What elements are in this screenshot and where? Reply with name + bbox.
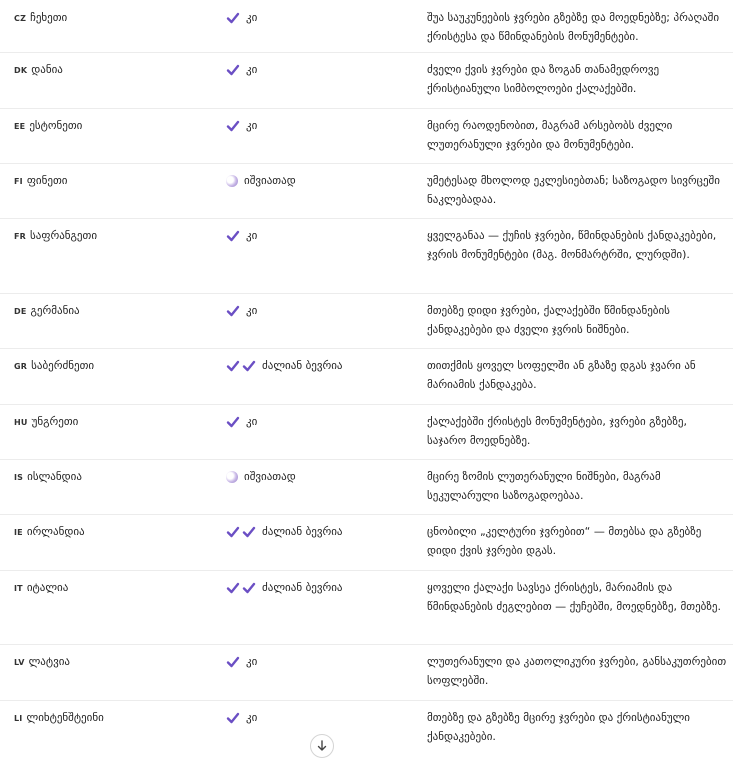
table-row	[0, 108, 733, 164]
status-cell	[226, 412, 257, 431]
country-code: LV	[14, 658, 25, 667]
note-cell: უმეტესად მხოლოდ ეკლესიებთან; საზოგადო სივრცეში ნაკლებადაა.	[427, 174, 720, 206]
check-icon	[226, 229, 240, 243]
check-icons	[226, 525, 256, 539]
note-cell: ქალაქებში ქრისტეს მონუმენტები, ჯვრები გზებზე, საჯარო მოედნებზე.	[427, 415, 687, 447]
status-cell	[226, 116, 257, 135]
country-name: დანია	[31, 63, 63, 76]
status-cell	[226, 578, 343, 597]
check-icon	[242, 581, 256, 595]
table-row	[0, 700, 733, 760]
status-cell	[226, 60, 257, 79]
check-icons	[226, 359, 256, 373]
table-row	[0, 459, 733, 515]
status-label: ძალიან ბევრია	[262, 525, 343, 538]
country-cell	[14, 116, 82, 136]
country-cell	[14, 467, 82, 487]
status-cell	[226, 356, 343, 375]
country-cell	[14, 8, 67, 28]
note-cell: ცნობილი „კელტური ჯვრებით“ — მთებსა და გზებზე დიდი ქვის ჯვრები დგას.	[427, 525, 702, 557]
status-cell	[226, 522, 343, 541]
check-icons	[226, 711, 240, 725]
check-icons	[226, 304, 240, 318]
table-row	[0, 0, 733, 53]
country-cell	[14, 356, 94, 376]
country-code: HU	[14, 418, 28, 427]
note-cell: მცირე რაოდენობით, მაგრამ არსებობს ძველი ლუთერანული ჯვრები და მონუმენტები.	[427, 119, 673, 151]
note-cell: ლუთერანული და კათოლიკური ჯვრები, განსაკუთრებით სოფლებში.	[427, 655, 727, 687]
status-cell	[226, 708, 257, 727]
status-label: კი	[246, 415, 258, 428]
check-icon	[226, 304, 240, 318]
country-name: იტალია	[26, 581, 69, 594]
check-icon	[226, 11, 240, 25]
status-cell	[226, 652, 257, 671]
check-icons	[226, 11, 240, 25]
status-label: ძალიან ბევრია	[262, 581, 343, 594]
status-cell	[226, 467, 296, 486]
status-label: იშვიათად	[244, 174, 296, 187]
scroll-down-button[interactable]	[310, 734, 334, 758]
moon-icon	[226, 175, 238, 187]
check-icon	[242, 359, 256, 373]
table-row	[0, 570, 733, 645]
check-icon	[226, 525, 240, 539]
country-code: IE	[14, 528, 23, 537]
note-cell: ძველი ქვის ჯვრები და ზოგან თანამედროვე ქრისტიანული სიმბოლოები ქალაქებში.	[427, 63, 660, 95]
country-code: DE	[14, 307, 27, 316]
country-code: LI	[14, 714, 23, 723]
country-cell	[14, 708, 104, 728]
check-icon	[226, 711, 240, 725]
country-cell	[14, 60, 63, 80]
note-cell: მთებზე და გზებზე მცირე ჯვრები და ქრისტიანული ქანდაკებები.	[427, 711, 690, 743]
check-icon	[242, 525, 256, 539]
note-cell: ყოველი ქალაქი სავსეა ქრისტეს, მარიამის და წმინდანების ძეგლებით — ქუჩებში, მოედნებზე, მთებზე.	[427, 581, 721, 613]
status-cell	[226, 171, 296, 190]
status-label: კი	[246, 229, 258, 242]
country-name: გერმანია	[30, 304, 80, 317]
status-label: იშვიათად	[244, 470, 296, 483]
check-icon	[226, 63, 240, 77]
table-row	[0, 293, 733, 349]
table-row	[0, 218, 733, 294]
country-code: FR	[14, 232, 27, 241]
check-icons	[226, 415, 240, 429]
table-row	[0, 514, 733, 571]
country-cell	[14, 578, 68, 598]
table-row	[0, 404, 733, 460]
status-cell	[226, 301, 257, 320]
note-cell: თითქმის ყოველ სოფელში ან გზაზე დგას ჯვარი ან მარიამის ქანდაკება.	[427, 359, 696, 391]
table-row	[0, 348, 733, 405]
country-name: უნგრეთი	[31, 415, 79, 428]
moon-icon	[226, 471, 238, 483]
note-cell: მცირე ზომის ლუთერანული ნიშნები, მაგრამ სეკულარული საზოგადოებაა.	[427, 470, 661, 502]
status-label: ძალიან ბევრია	[262, 359, 343, 372]
check-icon	[226, 655, 240, 669]
table-row	[0, 52, 733, 109]
note-cell: შუა საუკუნეების ჯვრები გზებზე და მოედნებზე; პრაღაში ქრისტესა და წმინდანების მონუმენტები.	[427, 11, 720, 43]
country-name: საბერძნეთი	[31, 359, 95, 372]
country-cell	[14, 652, 70, 672]
status-label: კი	[246, 11, 258, 24]
status-label: კი	[246, 655, 258, 668]
country-name: ესტონეთი	[29, 119, 83, 132]
country-name: ფინეთი	[26, 174, 68, 187]
status-label: კი	[246, 63, 258, 76]
country-cell	[14, 522, 85, 542]
check-icons	[226, 229, 240, 243]
table-row	[0, 163, 733, 219]
country-code: EE	[14, 122, 26, 131]
country-cell	[14, 301, 80, 321]
table-row	[0, 644, 733, 701]
status-cell	[226, 226, 257, 245]
note-cell: ყველგანაა — ქუჩის ჯვრები, წმინდანების ქანდაკებები, ჯვრის მონუმენტები (მაგ. მონმარტრში, ლურდში).	[427, 229, 717, 261]
check-icons	[226, 581, 256, 595]
check-icon	[226, 119, 240, 133]
country-name: ისლანდია	[27, 470, 82, 483]
check-icons	[226, 655, 240, 669]
country-name: ჩეხეთი	[30, 11, 68, 24]
check-icon	[226, 359, 240, 373]
country-name: ირლანდია	[26, 525, 85, 538]
status-cell	[226, 8, 257, 27]
country-cell	[14, 226, 97, 246]
status-label: კი	[246, 119, 258, 132]
note-cell: მთებზე დიდი ჯვრები, ქალაქებში წმინდანების ქანდაკებები და ძველი ჯვრის ნიშნები.	[427, 304, 670, 336]
check-icons	[226, 63, 240, 77]
arrow-down-icon	[316, 740, 328, 752]
status-label: კი	[246, 304, 258, 317]
country-cell	[14, 412, 78, 432]
country-code: DK	[14, 66, 28, 75]
country-name: ლატვია	[28, 655, 71, 668]
check-icon	[226, 581, 240, 595]
country-code: IT	[14, 584, 23, 593]
check-icons	[226, 119, 240, 133]
country-code: FI	[14, 177, 23, 186]
check-icon	[226, 415, 240, 429]
country-code: IS	[14, 473, 24, 482]
country-code: CZ	[14, 14, 27, 23]
country-code: GR	[14, 362, 28, 371]
country-name: ლიხტენშტეინი	[26, 711, 104, 724]
country-name: საფრანგეთი	[30, 229, 98, 242]
country-cell	[14, 171, 67, 191]
status-label: კი	[246, 711, 258, 724]
